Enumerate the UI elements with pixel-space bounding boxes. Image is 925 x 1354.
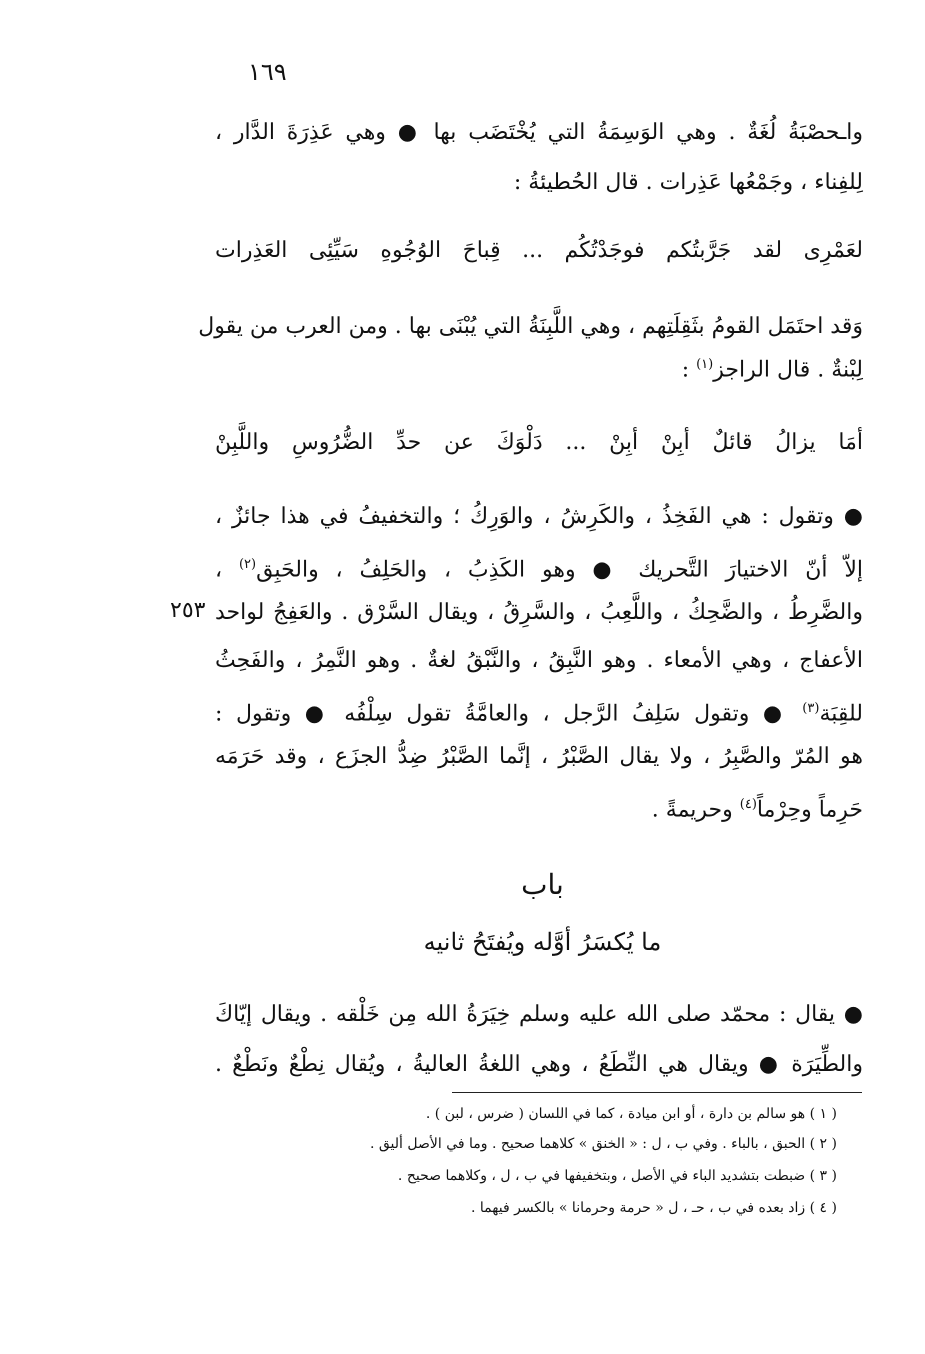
text-line-6 <box>215 550 863 585</box>
text-line-9 <box>215 694 863 729</box>
verse-1: لعَمْرِى لقد جَرَّبتُكم فوجَدْتُكُم ... قِباحَ الوُجُوهِ سَيِّئِى العَذِرات <box>215 238 863 263</box>
text-line-10: هو المُرّ والصَّبِرُ ، ولا يقال الصَّبْرُ ، إنَّما الصَّبْرُ ضِدُّ الجزَع ، وقد حَرَمَه <box>215 744 863 769</box>
text-line-4 <box>682 350 863 385</box>
text-line-1: واـحصْبَةُ لُغَةٌ . وهي الوَسِمَةُ التي يُخْتَضَب بها ● وهي عَذِرَةَ الدَّار ، <box>215 120 863 145</box>
text-line-13: والطِّيَرَة ● ويقال هي النِّطَعُ ، وهي اللغةُ العاليةُ ، ويُقال نِطْعٌ ونَطْعٌ . <box>215 1052 863 1077</box>
text-line-11-text: حَرِماً وحِرْماً <box>756 797 863 823</box>
text-line-2: لِلفِناء ، وجَمْعُها عَذِرات . قال الحُطيئةُ : <box>513 170 863 195</box>
text-line-6-text: إلاّ أنّ الاختيارَ التَّحريك ● وهو الكَذِبُ ، والحَلِفُ ، والحَبِق <box>256 557 864 583</box>
text-line-3: وَقد احتَمَل القومُ بثَقِلَتِهم ، وهي اللَّبِنَةُ التي يُبْنَى بها . ومن العرب من يقول <box>198 314 863 339</box>
footnote-ref-4: (٤) <box>739 797 757 812</box>
verse-2: أمَا يزالُ قائلٌ أبِنْ أبِنْ ... دَلْوَكَ عن حدِّ الضُّرُوسِ واللَّبِنْ <box>215 430 863 455</box>
footnote-3: ( ٣ ) ضبطت بتشديد الباء في الأصل ، وبتخفيفها في ب ، ل ، وكلاهما صحيح . <box>397 1168 837 1184</box>
footnote-1: ( ١ ) هو سالم بن دارة ، أو ابن ميادة ، كما في اللسان ( ضرس ، لبن ) . <box>425 1106 837 1122</box>
chapter-title: ما يُكسَرُ أوَّله ويُفتَحُ ثانيه <box>423 928 662 956</box>
text-line-4-end: : <box>681 357 697 383</box>
text-line-12: ● يقال : محمّد صلى الله عليه وسلم خِيَرَةُ الله مِن خَلْقه . ويقال إيّاكَ <box>215 1002 863 1027</box>
text-line-6-end: ، <box>215 557 239 583</box>
text-line-7: والضَّرِطُ ، والضَّحِكُ ، واللَّعِبُ ، والسَّرِقُ ، ويقال السَّرْق . والعَفِجُ لواحد <box>215 600 863 625</box>
text-line-9-end: ● وتقول سَلِفُ الرَّجل ، والعامَّةُ تقول سِلْفُه ● وتقول : <box>215 701 803 727</box>
footnote-ref-3: (٣) <box>802 701 820 716</box>
margin-number: ٢٥٣ <box>170 598 206 623</box>
footnote-ref-2: (٢) <box>238 557 257 572</box>
text-line-11-end: وحريمةً . <box>651 797 740 823</box>
chapter-heading: باب <box>521 868 564 901</box>
text-line-11 <box>652 790 863 825</box>
text-line-8: الأعفاج ، وهي الأمعاء . وهو النَّبِقُ ، والنَّبْقُ لغةٌ . وهو النَّمِرُ ، والفَحِثُ <box>215 648 863 673</box>
text-line-5: ● وتقول : هي الفَخِذُ ، والكَرِشُ ، والوَرِكُ ؛ والتخفيفُ في هذا جائزٌ ، <box>215 504 863 529</box>
text-line-9-text: للقِبَة <box>819 701 863 727</box>
footnote-4: ( ٤ ) زاد بعده في ب ، حـ ، ل « حرمة وحرمانا » بالكسر فيهما . <box>471 1200 837 1216</box>
page-number: ١٦٩ <box>248 58 287 86</box>
footnote-2: ( ٢ ) الحبق ، بالباء . وفي ب ، ل : « الخنق » كلاهما صحيح . وما في الأصل أليق . <box>369 1136 837 1152</box>
footnote-ref-1: (١) <box>696 357 714 372</box>
text-line-4-text: لِبْنةٌ . قال الراجز <box>713 357 863 383</box>
footnote-divider <box>452 1092 862 1093</box>
